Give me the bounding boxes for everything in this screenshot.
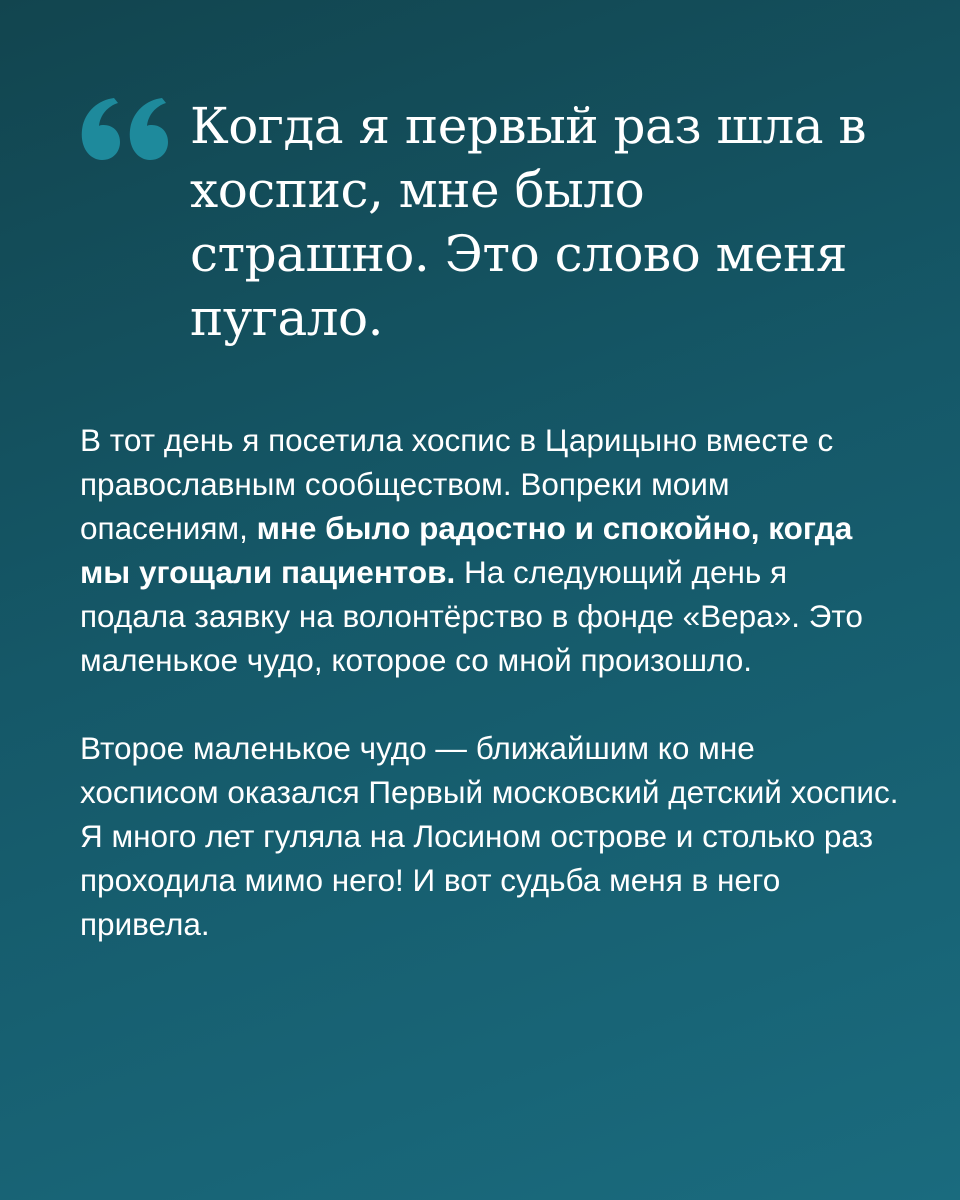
paragraph-first-highlight: мне было радостно и спокойно, когда мы угощали пациентов.	[80, 510, 853, 590]
quote-text: Когда я первый раз шла в хоспис, мне было страшно. Это слово меня пугало.	[190, 97, 867, 347]
paragraph-first	[80, 418, 900, 682]
paragraph-second: Второе маленькое чудо — ближайшим ко мне хосписом оказался Первый московский детский хоспис. Я много лет гуляла на Лосином острове и столько раз проходила мимо него! И вот судьба меня в него привела.	[80, 730, 899, 942]
paragraph-first-end: На следующий день я подала заявку на волонтёрство в фонде «Вера». Это маленькое чудо, которое со мной произошло.	[80, 554, 863, 678]
body-text	[80, 418, 900, 990]
quote-mark-icon	[78, 60, 170, 170]
paragraph-first-start: В тот день я посетила хоспис в Царицыно вместе с православным сообществом. Вопреки моим опасениям,	[80, 422, 834, 546]
